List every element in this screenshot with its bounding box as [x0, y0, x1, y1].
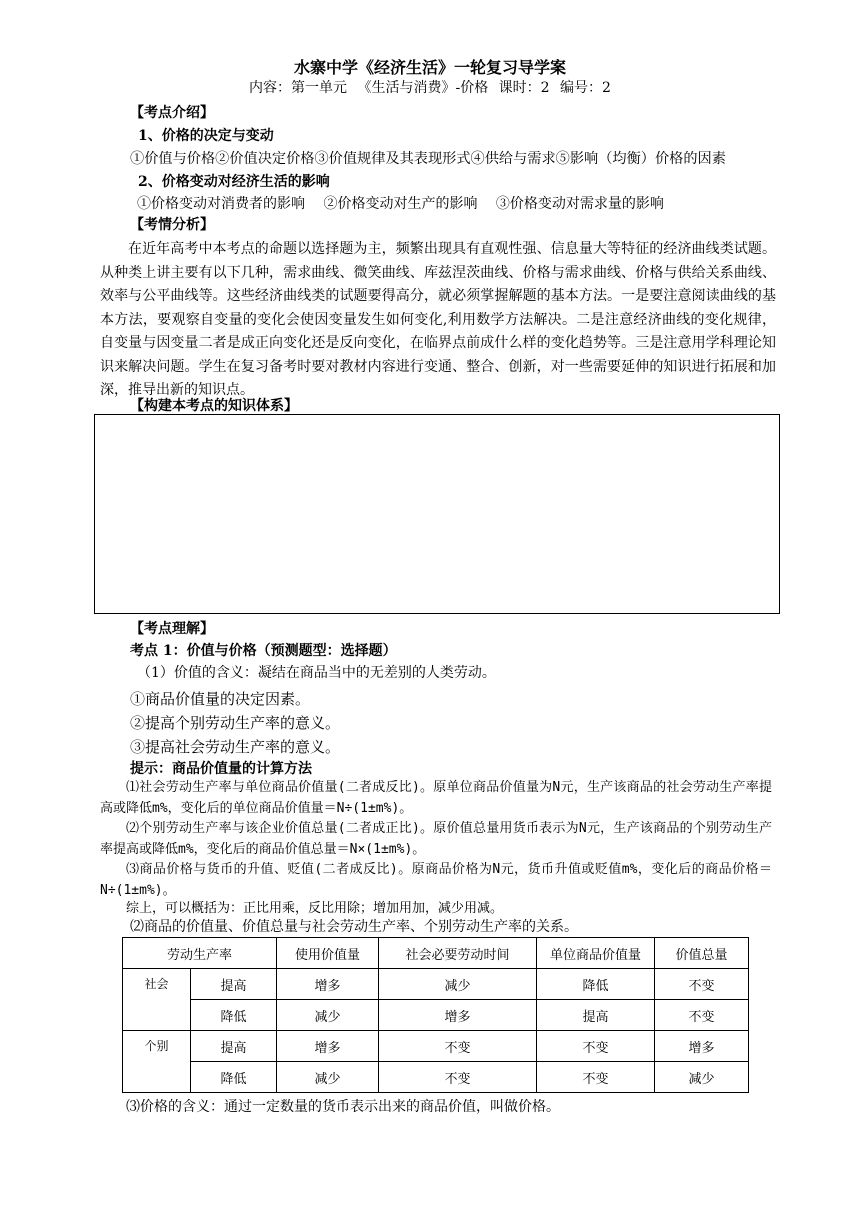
summary-line: 综上，可以概括为：正比用乘，反比用除；增加用加，减少用减。	[126, 901, 504, 916]
relation-table	[122, 937, 749, 1093]
relation-title: ⑵商品的价值量、价值总量与社会劳动生产率、个别劳动生产率的关系。	[130, 919, 578, 935]
page-title: 水寨中学《经济生活》一轮复习导学案	[293, 58, 566, 77]
table-group-label: 社会	[123, 969, 191, 1031]
table-header-row	[123, 938, 749, 969]
table-cell: 不变	[379, 1062, 537, 1093]
price-definition: ⑶价格的含义：通过一定数量的货币表示出来的商品价值，叫做价格。	[126, 1099, 560, 1115]
table-row	[123, 1062, 749, 1093]
intro-item1-content: ①价值与价格②价值决定价格③价值规律及其表现形式④供给与需求⑤影响（均衡）价格的因素	[130, 151, 726, 167]
table-row	[123, 1000, 749, 1031]
table-cell: 提高	[537, 1000, 655, 1031]
table-cell: 降低	[537, 969, 655, 1000]
table-cell: 增多	[277, 1031, 379, 1062]
table-cell: 不变	[537, 1062, 655, 1093]
page-subtitle: 内容：第一单元 《生活与消费》-价格 课时：2 编号：2	[249, 80, 611, 96]
hint-1: ⑴社会劳动生产率与单位商品价值量(二者成反比)。原单位商品价值量为N元，生产该商品的社会劳动生产率提高或降低m%，变化后的单位商品价值量＝N÷(1±m%)。	[100, 780, 772, 816]
question-3: ③提高社会劳动生产率的意义。	[130, 738, 341, 756]
table-header-cell: 社会必要劳动时间	[379, 938, 537, 969]
hint-3: ⑶商品价格与货币的升值、贬值(二者成反比)。原商品价格为N元，货币升值或贬值m%，变化后的商品价格＝N÷(1±m%)。	[100, 862, 772, 898]
table-cell: 不变	[655, 1000, 749, 1031]
table-header-cell: 劳动生产率	[123, 938, 277, 969]
table-cell: 减少	[277, 1062, 379, 1093]
value-definition: （1）价值的含义：凝结在商品当中的无差别的人类劳动。	[137, 665, 496, 681]
table-cell: 增多	[655, 1031, 749, 1062]
table-cell: 提高	[191, 1031, 277, 1062]
table-cell: 降低	[191, 1000, 277, 1031]
question-1: ①商品价值量的决定因素。	[130, 690, 311, 708]
table-header-cell: 单位商品价值量	[537, 938, 655, 969]
table-header-cell: 使用价值量	[277, 938, 379, 969]
intro-heading: 【考点介绍】	[130, 105, 214, 121]
table-cell: 增多	[277, 969, 379, 1000]
understanding-heading: 【考点理解】	[130, 621, 214, 637]
hint-2: ⑵个别劳动生产率与该企业价值总量(二者成正比)。原价值总量用货币表示为N元，生产该商品的个别劳动生产率提高或降低m%，变化后的商品价值总量＝N×(1±m%)。	[100, 821, 772, 857]
table-cell: 降低	[191, 1062, 277, 1093]
table-group-label: 个别	[123, 1031, 191, 1093]
table-cell: 不变	[537, 1031, 655, 1062]
table-cell: 提高	[191, 969, 277, 1000]
table-row	[123, 1031, 749, 1062]
table-cell: 不变	[655, 969, 749, 1000]
table-cell: 不变	[379, 1031, 537, 1062]
hint-title: 提示：商品价值量的计算方法	[130, 761, 312, 777]
intro-item2-title: 2、价格变动对经济生活的影响	[138, 174, 330, 190]
question-2: ②提高个别劳动生产率的意义。	[130, 714, 341, 732]
point1-title: 考点 1：价值与价格（预测题型：选择题）	[130, 643, 397, 659]
intro-item1-title: 1、价格的决定与变动	[138, 128, 274, 144]
table-cell: 减少	[379, 969, 537, 1000]
table-cell: 减少	[277, 1000, 379, 1031]
analysis-heading: 【考情分析】	[130, 217, 214, 233]
table-header-cell: 价值总量	[655, 938, 749, 969]
knowledge-heading: 【构建本考点的知识体系】	[130, 398, 298, 414]
table-row	[123, 969, 749, 1000]
intro-item2-content: ①价格变动对消费者的影响 ②价格变动对生产的影响 ③价格变动对需求量的影响	[137, 196, 664, 212]
table-cell: 增多	[379, 1000, 537, 1031]
table-cell: 减少	[655, 1062, 749, 1093]
analysis-paragraph: 在近年高考中本考点的命题以选择题为主，频繁出现具有直观性强、信息量大等特征的经济曲线类试题。从种类上讲主要有以下几种，需求曲线、微笑曲线、库兹涅茨曲线、价格与需求曲线、价格与供给关系曲线、效率与公平曲线等。这些经济曲线类的试题要得高分，就必须掌握解题的基本方法。一是要注意阅读曲线的基本方法，要观察自变量的变化会使因变量发生如何变化,利用数学方法解决。二是注意经济曲线的变化规律，自变量与因变量二者是成正向变化还是反向变化，在临界点前成什么样的变化趋势等。三是注意用学科理论知识来解决问题。学生在复习备考时要对教材内容进行变通、整合、创新，对一些需要延伸的知识进行拓展和加深，推导出新的知识点。	[100, 241, 776, 398]
knowledge-system-box	[94, 414, 780, 614]
